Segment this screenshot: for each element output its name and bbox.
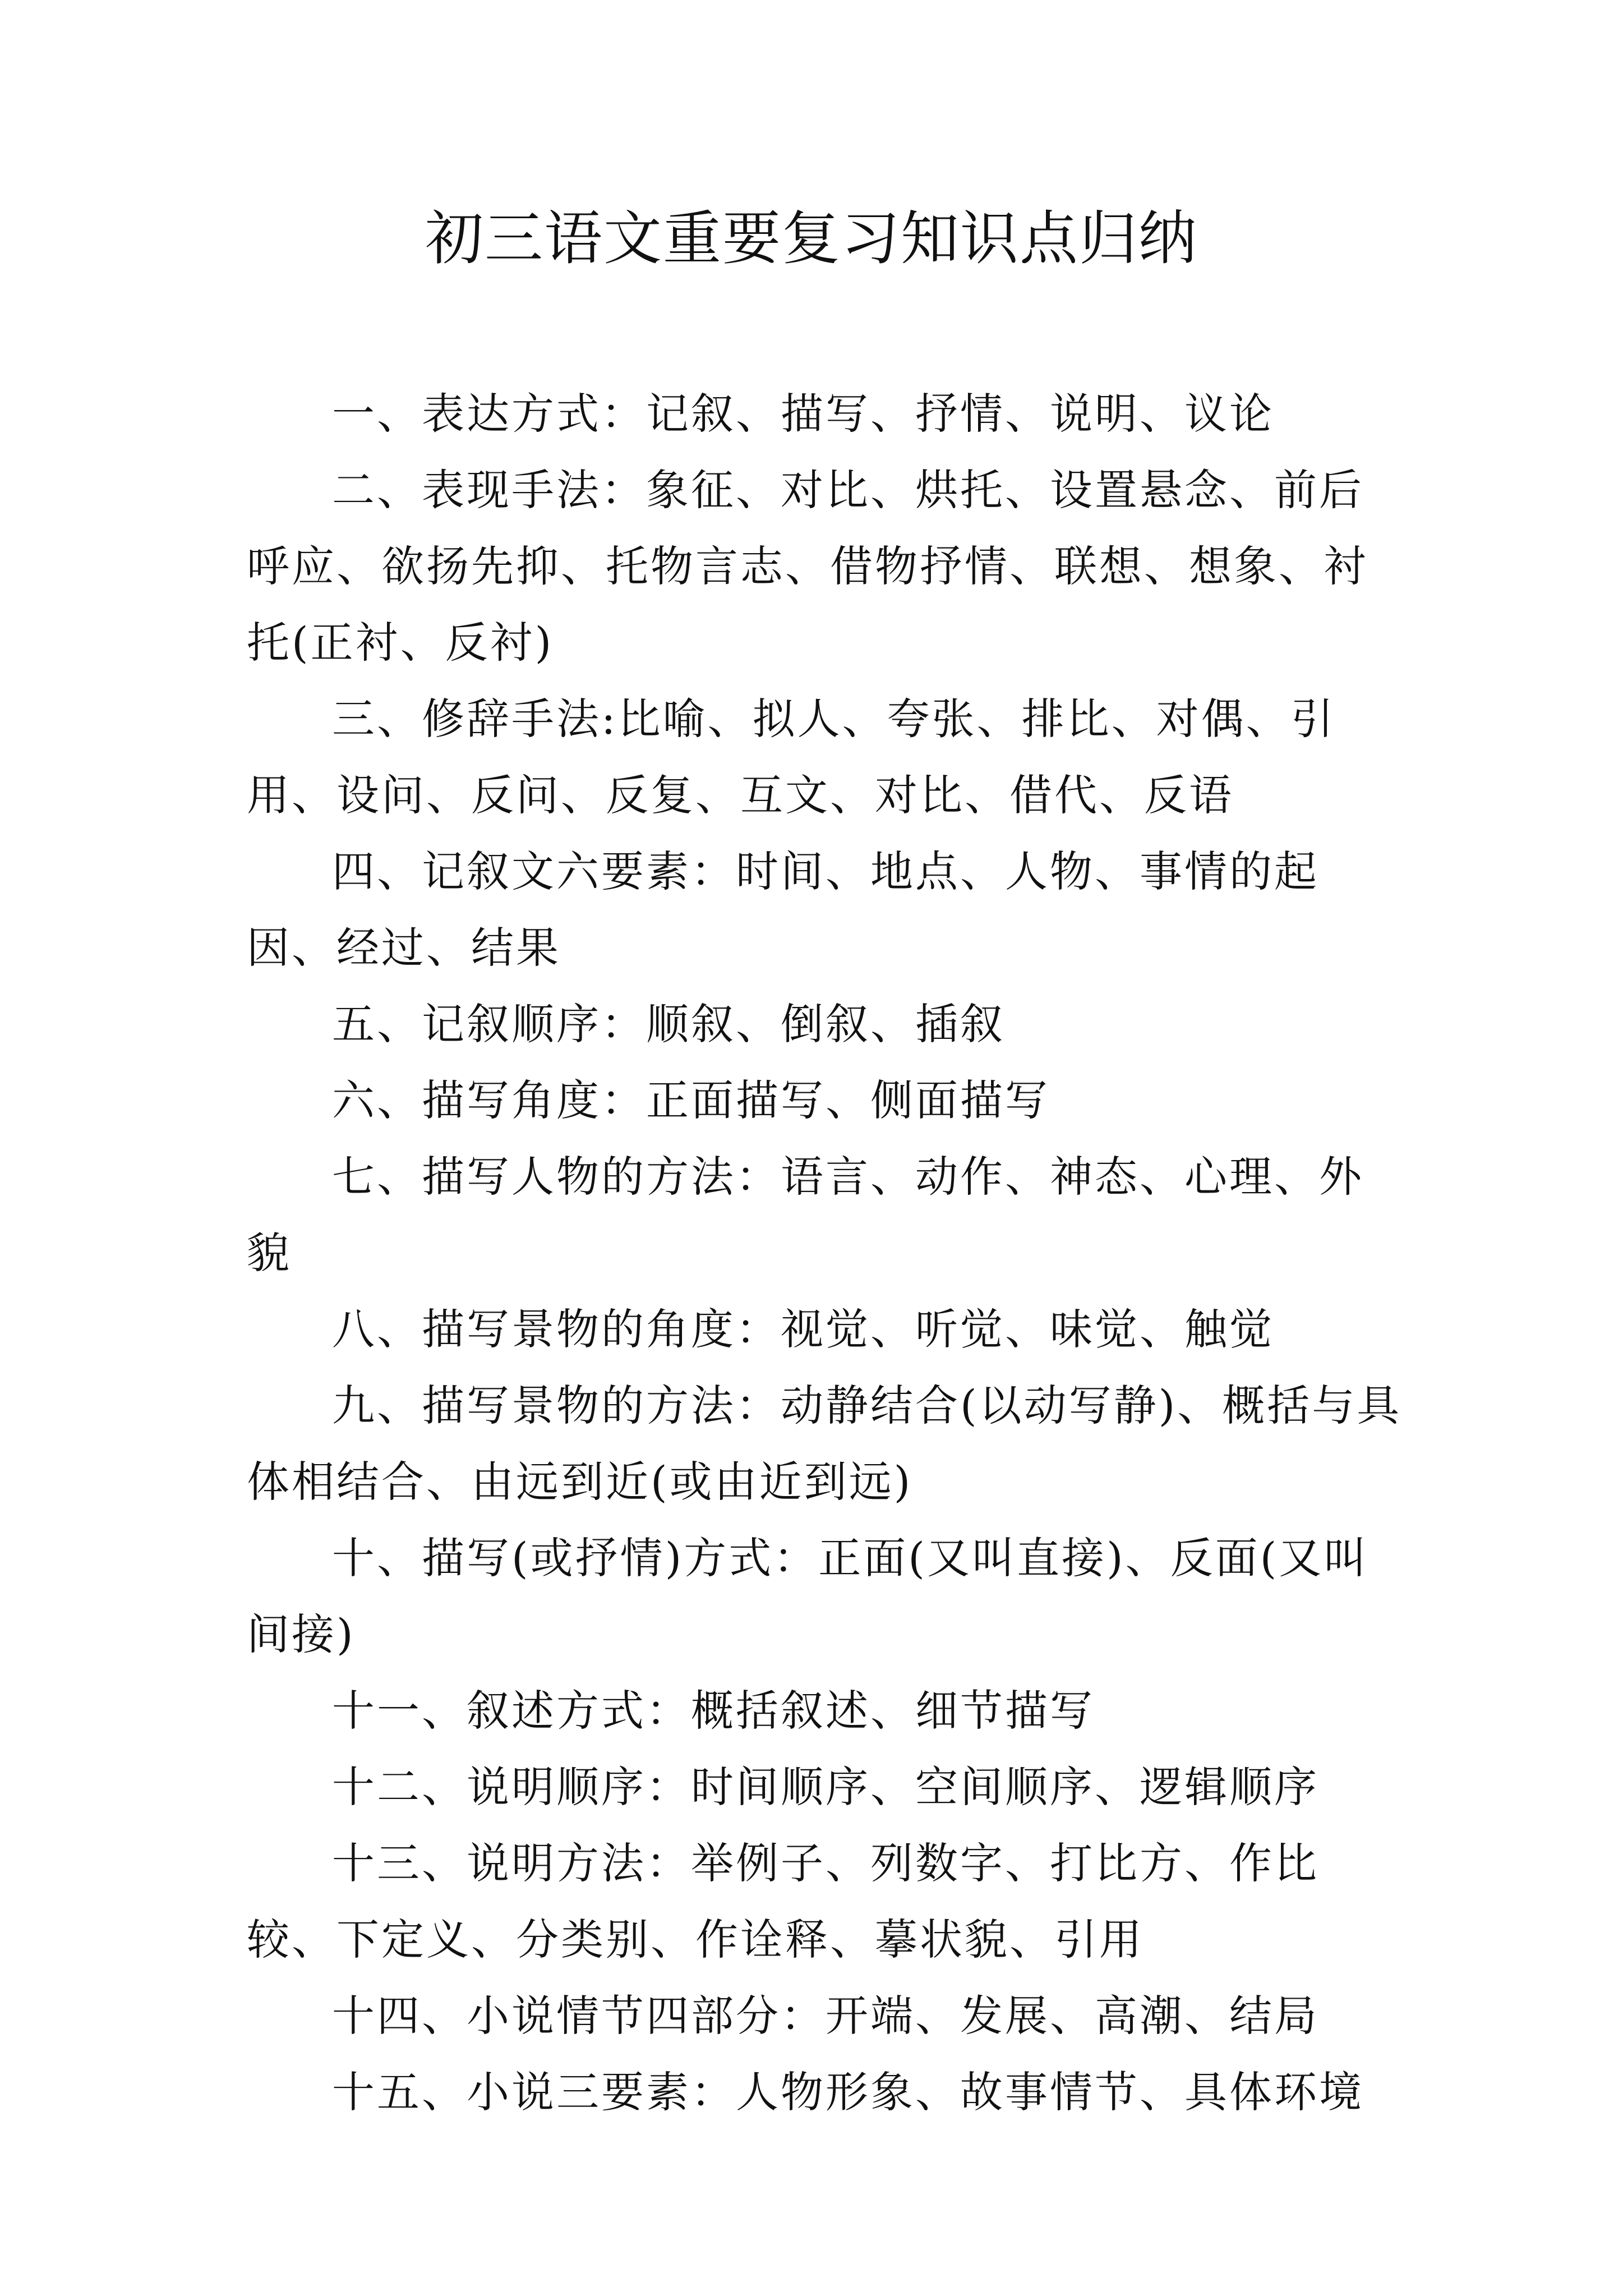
paragraph-exposition-methods: 十三、说明方法：举例子、列数字、打比方、作比较、下定义、分类别、作诠释、摹状貌、引用: [247, 1838, 1319, 1964]
paragraph-narrative-six-elements: 四、记叙文六要素：时间、地点、人物、事情的起因、经过、结果: [247, 846, 1319, 973]
paragraph-narrative-order: 五、记叙顺序：顺叙、倒叙、插叙: [332, 999, 1005, 1049]
paragraph-narration-modes: 十一、叙述方式：概括叙述、细节描写: [332, 1686, 1095, 1736]
paragraph-expression-modes: 一、表达方式：记叙、描写、抒情、说明、议论: [332, 389, 1274, 439]
paragraph-rhetorical-devices: 三、修辞手法:比喻、拟人、夸张、排比、对偶、引用、设问、反问、反复、互文、对比、借代、反语: [247, 694, 1336, 820]
document-body: [247, 376, 1402, 2131]
paragraph-novel-plot-parts: 十四、小说情节四部分：开端、发展、高潮、结局: [332, 1991, 1319, 2041]
paragraph-novel-three-elements: 十五、小说三要素：人物形象、故事情节、具体环境: [332, 2067, 1364, 2117]
paragraph-presentation-techniques: 二、表现手法：象征、对比、烘托、设置悬念、前后呼应、欲扬先抑、托物言志、借物抒情、联想、想象、衬托(正衬、反衬): [247, 465, 1368, 668]
paragraph-character-description-methods: 七、描写人物的方法：语言、动作、神态、心理、外貌: [247, 1152, 1364, 1278]
paragraph-scenery-description-angles: 八、描写景物的角度：视觉、听觉、味觉、触觉: [332, 1304, 1274, 1354]
paragraph-description-angle: 六、描写角度：正面描写、侧面描写: [332, 1075, 1050, 1125]
paragraph-scenery-description-methods: 九、描写景物的方法：动静结合(以动写静)、概括与具体相结合、由远到近(或由近到远): [247, 1381, 1402, 1507]
paragraph-exposition-order: 十二、说明顺序：时间顺序、空间顺序、逻辑顺序: [332, 1762, 1319, 1812]
page-title: 初三语文重要复习知识点归纳: [425, 204, 1198, 273]
paragraph-description-modes: 十、描写(或抒情)方式：正面(又叫直接)、反面(又叫间接): [247, 1533, 1369, 1659]
